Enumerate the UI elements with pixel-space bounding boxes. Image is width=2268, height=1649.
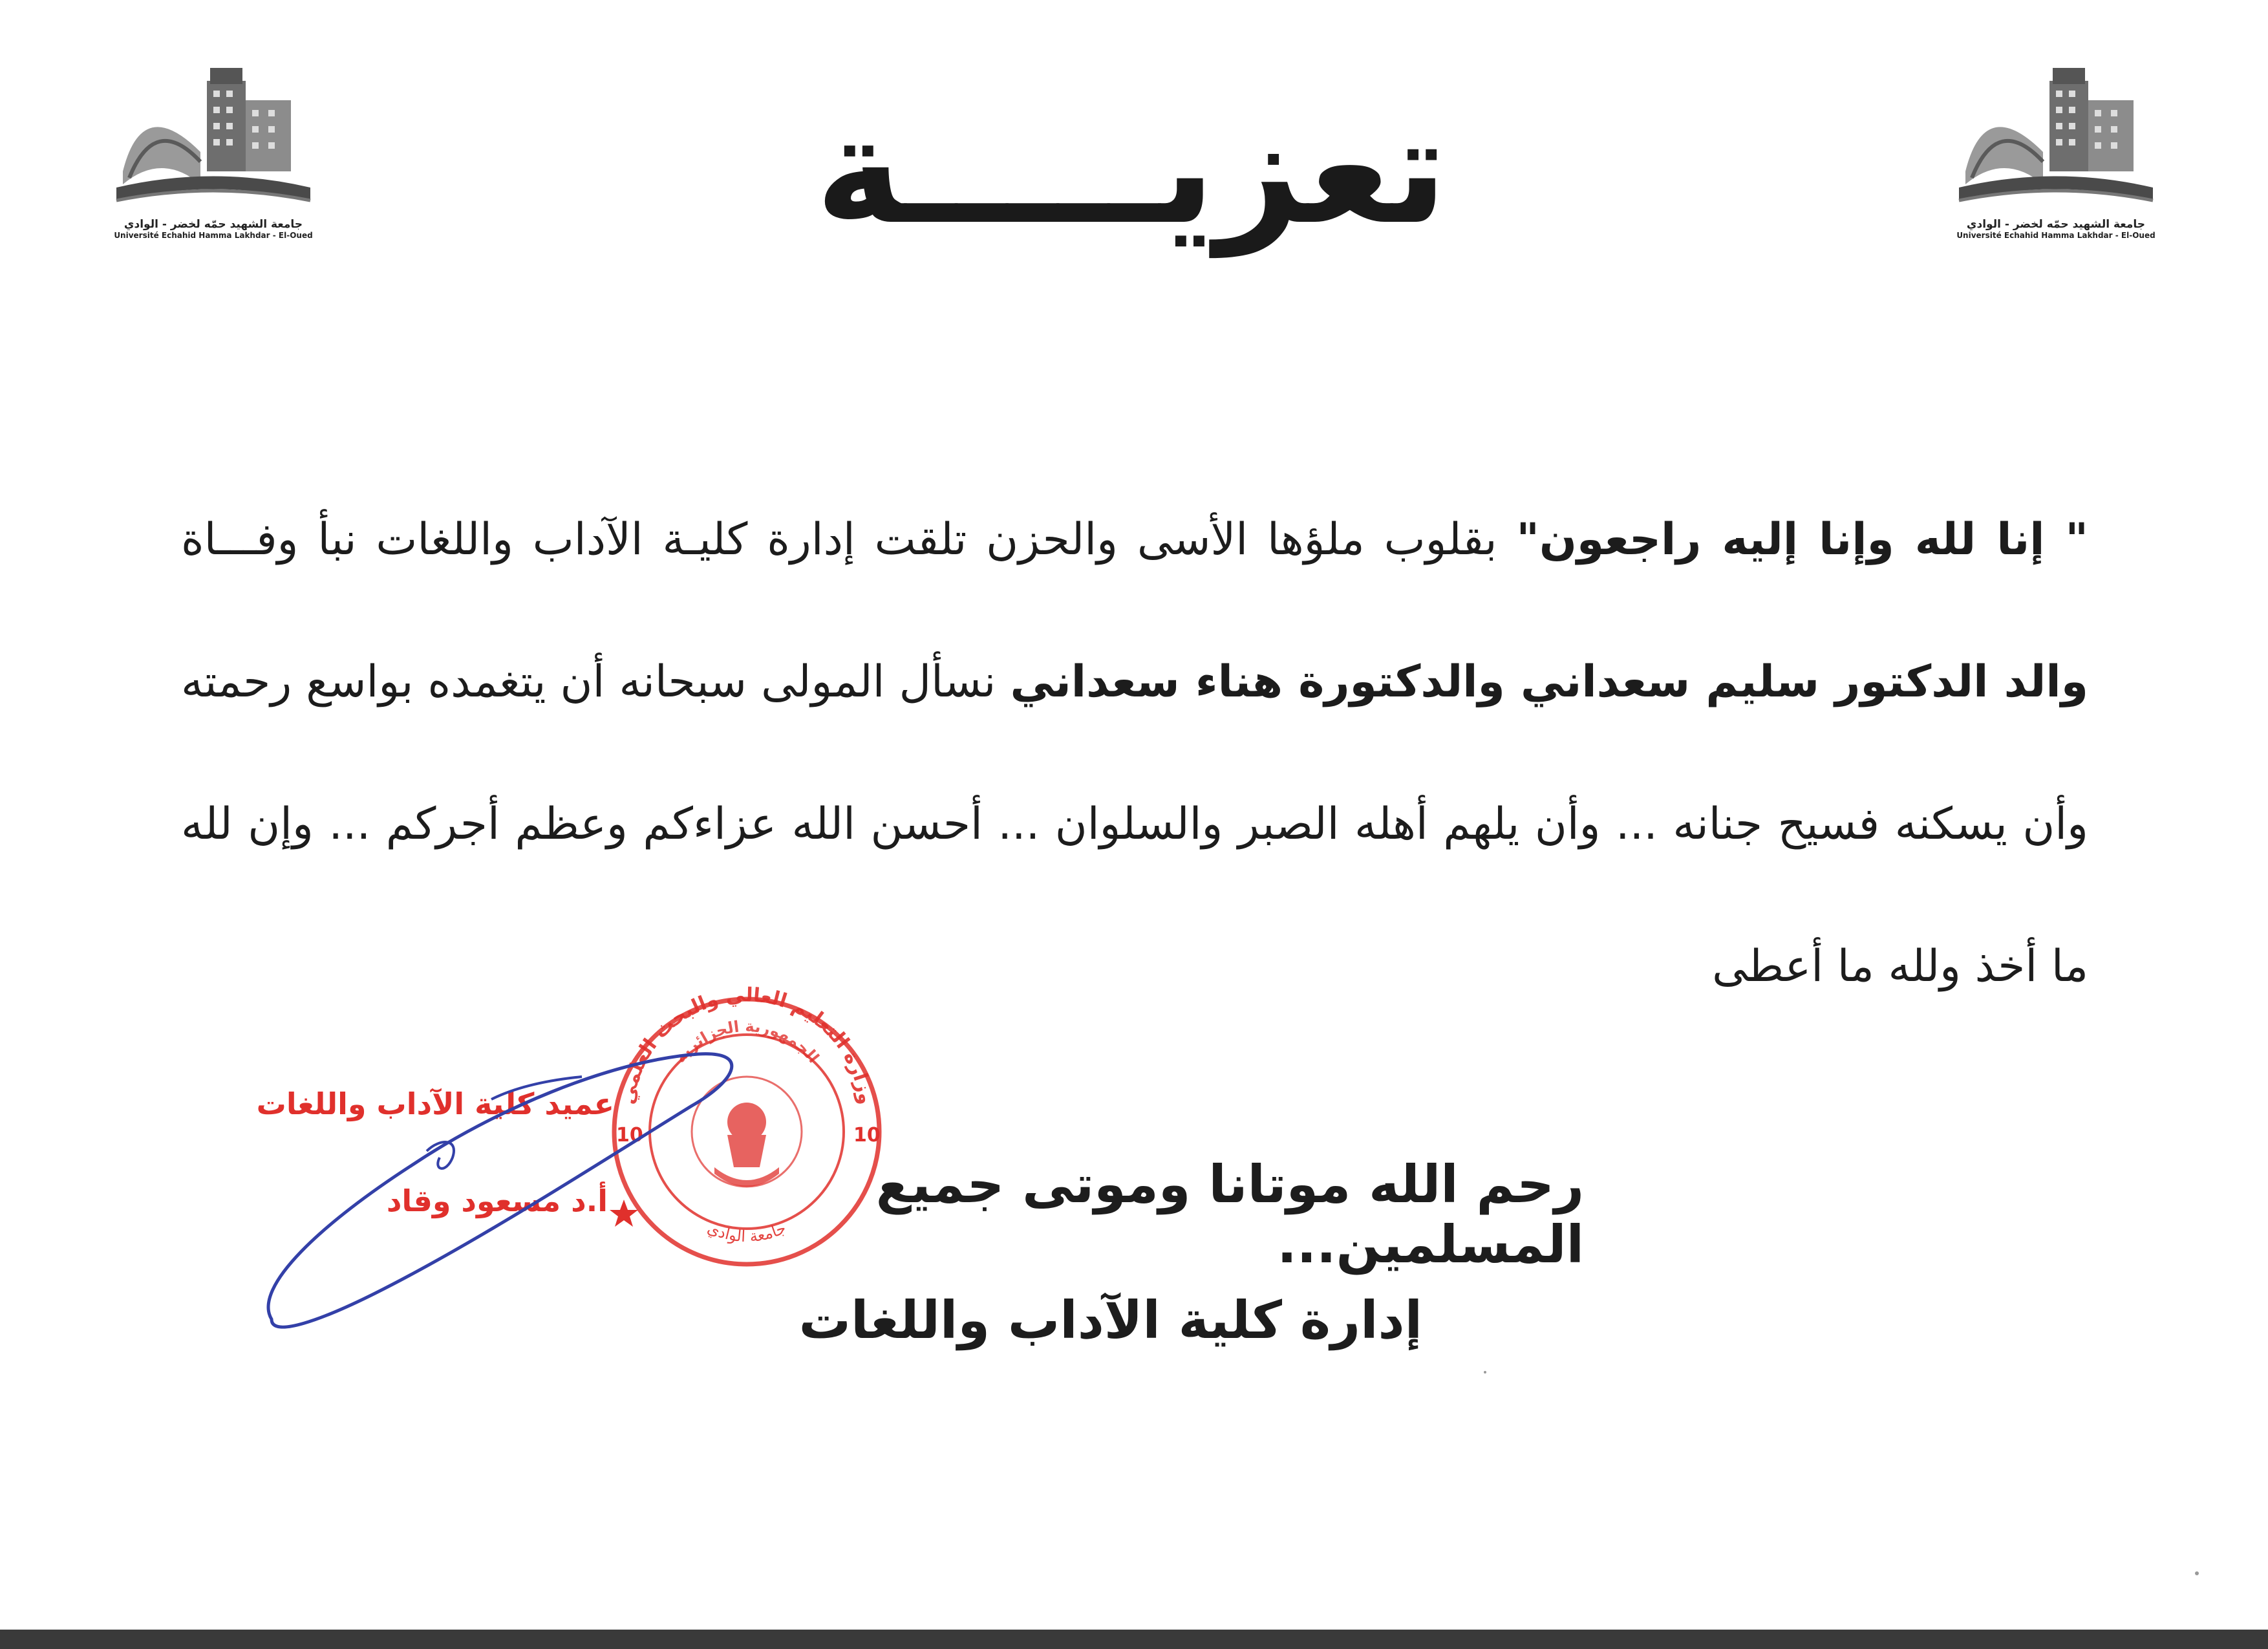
stamp-ministry-text: وزارة التعليم العالي والبحث العلمي [616, 983, 877, 1106]
dean-name: أ.د مسعود وقاد [386, 1183, 608, 1218]
condolence-paragraph [181, 469, 2088, 1038]
dean-title: عميد كلية الآداب واللغات [256, 1086, 614, 1121]
stamp-republic-text: الجمهورية الجزائرية [670, 1017, 823, 1067]
logo-caption-arabic: جامعة الشهيد حمّه لخضر - الوادي [1966, 218, 2146, 231]
logo-caption-french: Université Echahid Hamma Lakhdar - El-Oued [1956, 231, 2156, 240]
university-logo-left [103, 55, 323, 255]
stamp-number-right: 10 [853, 1124, 881, 1147]
logo-caption-arabic: جامعة الشهيد حمّه لخضر - الوادي [123, 218, 303, 231]
page-title: تعزيـــــة [815, 85, 1448, 257]
closing-prayer: رحم الله موتانا وموتى جميع المسلمين... [875, 1154, 1584, 1275]
university-logo-right [1946, 55, 2166, 255]
scan-bottom-edge [0, 1630, 2268, 1649]
issuing-administration: إدارة كلية الآداب واللغات [798, 1290, 1422, 1350]
paragraph-part-2: نسأل المولى سبحانه أن يتغمده بواسع رحمته وأن يسكنه فسيح جنانه ... وأن يلهم أهله الصبر والسلوان ... أحسن الله عزاءكم وعظم أجركم ... وإن لله ما أخذ ولله ما أعطى [181, 656, 2088, 992]
stamp-university-text: جامعة الوادي [705, 1218, 789, 1246]
logo-caption-french: Université Echahid Hamma Lakhdar - El-Oued [114, 231, 313, 240]
scan-speck [2195, 1571, 2199, 1575]
quranic-quote: " إنا لله وإنا إليه راجعون" [1516, 514, 2088, 565]
deceased-relatives: والد الدكتور سليم سعداني والدكتورة هناء سعداني [1010, 656, 2088, 707]
scan-speck [1484, 1371, 1486, 1374]
stamp-number-left: 10 [616, 1124, 643, 1147]
university-building-icon [1946, 55, 2166, 217]
paragraph-part-1: بقلوب ملؤها الأسى والحزن تلقت إدارة كليـة الآداب واللغات نبأ وفـــاة [181, 514, 1517, 565]
handwritten-signature [246, 1009, 750, 1358]
university-building-icon [103, 55, 323, 217]
